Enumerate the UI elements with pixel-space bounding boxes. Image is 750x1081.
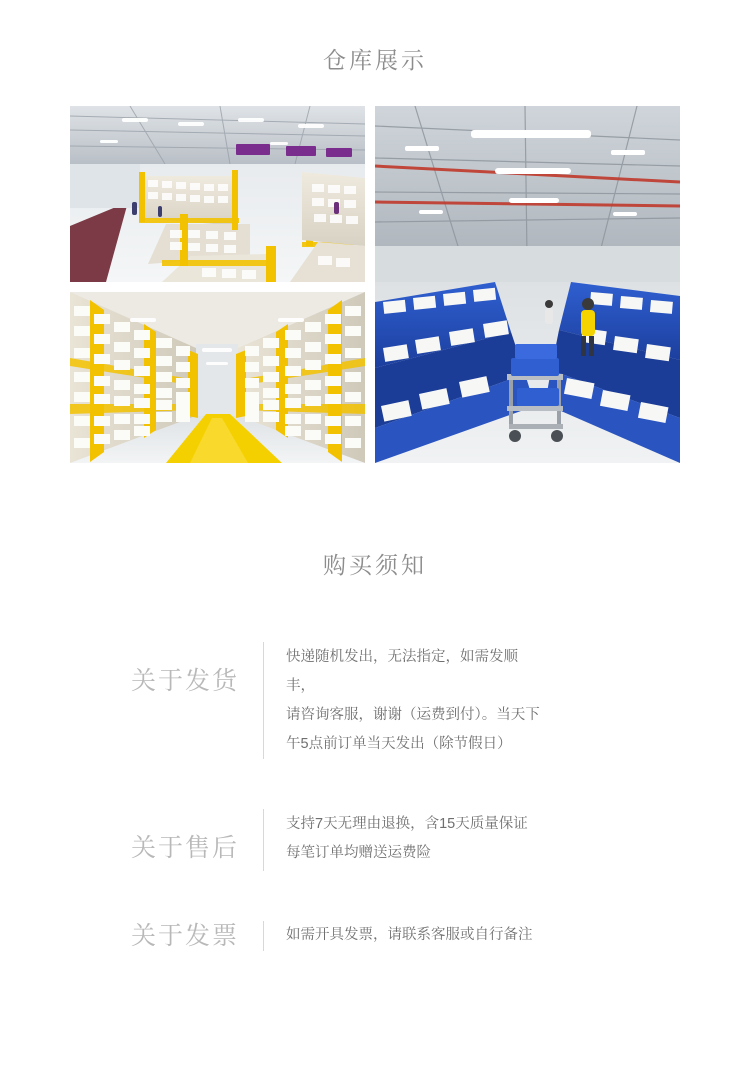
notice-line: 请咨询客服，谢谢（运费到付）。当天下 <box>286 707 540 723</box>
notice-item-invoice-text <box>264 921 533 950</box>
warehouse-tall-shelves-photo <box>70 292 365 463</box>
warehouse-blue-bins-illustration <box>375 106 680 463</box>
purchase-notice-list <box>75 642 675 951</box>
warehouse-section-title: 仓库展示 <box>323 47 427 73</box>
notice-line: 每笔订单均赠送运费险 <box>286 845 431 861</box>
notice-item-shipping <box>75 642 675 759</box>
notice-line: 如需开具发票，请联系客服或自行备注 <box>286 927 533 943</box>
notice-item-aftersale <box>75 809 675 871</box>
notice-line: 支持7天无理由退换，含15天质量保证 <box>286 816 528 832</box>
warehouse-aisle-illustration <box>70 106 365 282</box>
notice-line: 午5点前订单当天发出（除节假日） <box>286 736 512 752</box>
warehouse-gallery <box>70 106 680 463</box>
notice-item-aftersale-label: 关于售后 <box>130 834 239 862</box>
notice-item-shipping-text <box>264 642 544 759</box>
notice-item-invoice-label: 关于发票 <box>130 922 239 950</box>
notice-item-shipping-label: 关于发货 <box>130 667 239 695</box>
notice-item-aftersale-text <box>264 809 528 868</box>
purchase-notice-section <box>0 547 750 951</box>
notice-line: 快递随机发出，无法指定，如需发顺丰， <box>286 649 518 694</box>
warehouse-tall-shelves-illustration <box>70 292 365 463</box>
warehouse-aisle-yellow-racks-photo <box>70 106 365 282</box>
warehouse-section <box>0 0 750 463</box>
notice-item-invoice <box>75 921 675 951</box>
purchase-notice-title: 购买须知 <box>323 552 427 578</box>
warehouse-blue-bins-worker-photo <box>375 106 680 463</box>
